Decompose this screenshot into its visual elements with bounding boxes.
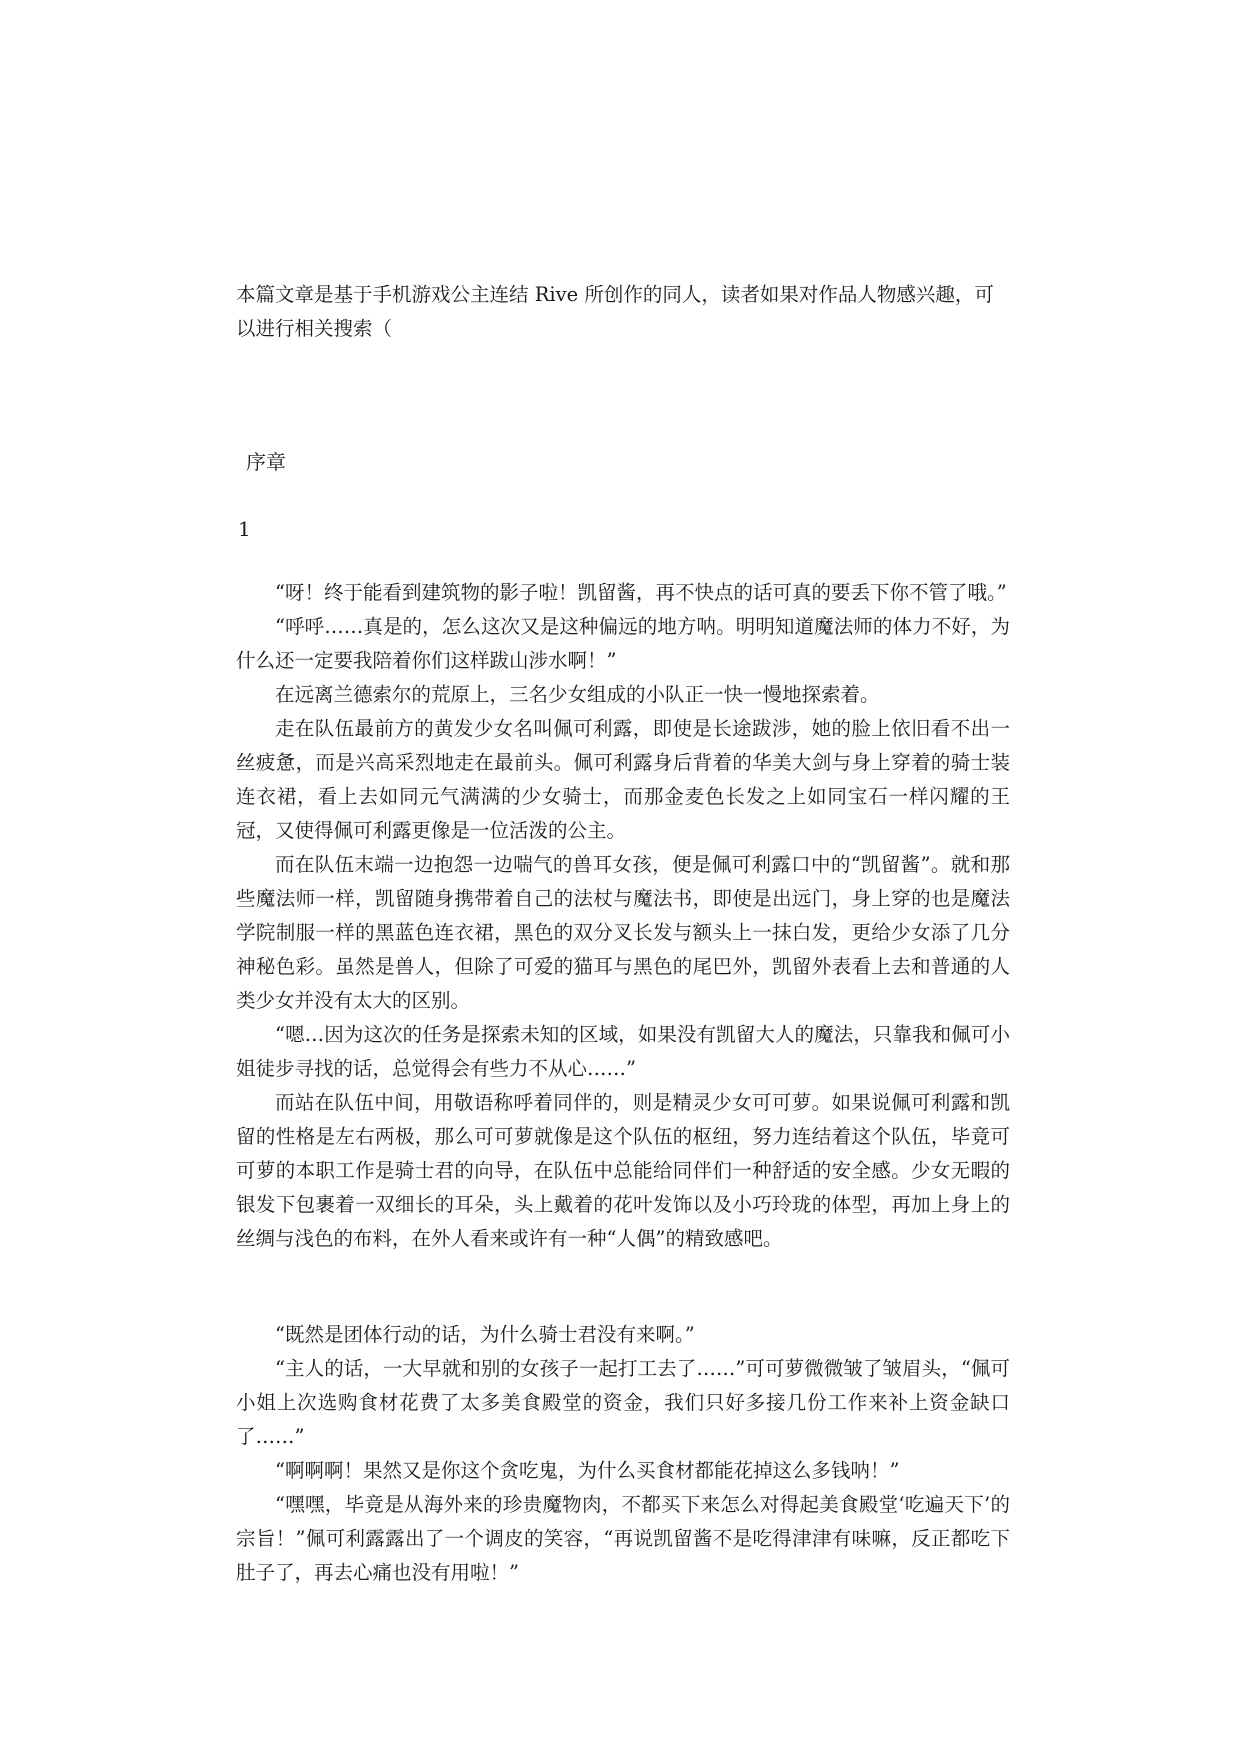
body-part-2 — [236, 1318, 1010, 1590]
paragraph: “既然是团体行动的话，为什么骑士君没有来啊。” — [275, 1323, 695, 1346]
paragraph: “啊啊啊！果然又是你这个贪吃鬼，为什么买食材都能花掉这么多钱呐！” — [275, 1459, 900, 1482]
paragraph: “嘿嘿，毕竟是从海外来的珍贵魔物肉，不都买下来怎么对得起美食殿堂‘吃遍天下’的宗旨！”佩可利露露出了一个调皮的笑容，“再说凯留酱不是吃得津津有味嘛，反正都吃下肚子了，再去心痛也没有用啦！” — [236, 1493, 1010, 1584]
chapter-heading: 序章 — [246, 450, 286, 474]
paragraph: 而站在队伍中间，用敬语称呼着同伴的，则是精灵少女可可萝。如果说佩可利露和凯留的性格是左右两极，那么可可萝就像是这个队伍的枢纽，努力连结着这个队伍，毕竟可可萝的本职工作是骑士君的向导，在队伍中总能给同伴们一种舒适的安全感。少女无暇的银发下包裹着一双细长的耳朵，头上戴着的花叶发饰以及小巧玲珑的体型，再加上身上的丝绸与浅色的布料，在外人看来或许有一种“人偶”的精致感吧。 — [236, 1091, 1010, 1250]
paragraph: “嗯…因为这次的任务是探索未知的区域，如果没有凯留大人的魔法，只靠我和佩可小姐徒步寻找的话，总觉得会有些力不从心……” — [236, 1023, 1010, 1080]
paragraph: “呀！终于能看到建筑物的影子啦！凯留酱，再不快点的话可真的要丢下你不管了哦。” — [275, 581, 1007, 604]
paragraph: “呼呼……真是的，怎么这次又是这种偏远的地方呐。明明知道魔法师的体力不好，为什么还一定要我陪着你们这样跋山涉水啊！” — [236, 615, 1010, 672]
paragraph: “主人的话，一大早就和别的女孩子一起打工去了……”可可萝微微皱了皱眉头，“佩可小姐上次选购食材花费了太多美食殿堂的资金，我们只好多接几份工作来补上资金缺口了……” — [236, 1357, 1010, 1448]
paragraph: 走在队伍最前方的黄发少女名叫佩可利露，即使是长途跋涉，她的脸上依旧看不出一丝疲惫，而是兴高采烈地走在最前头。佩可利露身后背着的华美大剑与身上穿着的骑士装连衣裙，看上去如同元气满满的少女骑士，而那金麦色长发之上如同宝石一样闪耀的王冠，又使得佩可利露更像是一位活泼的公主。 — [236, 717, 1010, 842]
paragraph: 在远离兰德索尔的荒原上，三名少女组成的小队正一快一慢地探索着。 — [275, 683, 880, 706]
body-part-1 — [236, 576, 1010, 1256]
paragraph: 而在队伍末端一边抱怨一边喘气的兽耳女孩，便是佩可利露口中的“凯留酱”。就和那些魔法师一样，凯留随身携带着自己的法杖与魔法书，即使是出远门，身上穿的也是魔法学院制服一样的黑蓝色连衣裙，黑色的双分叉长发与额头上一抹白发，更给少女添了几分神秘色彩。虽然是兽人，但除了可爱的猫耳与黑色的尾巴外，凯留外表看上去和普通的人类少女并没有太大的区别。 — [236, 853, 1010, 1012]
intro-note: 本篇文章是基于手机游戏公主连结 Rive 所创作的同人，读者如果对作品人物感兴趣，可以进行相关搜索（ — [236, 283, 994, 340]
section-number: 1 — [238, 517, 251, 541]
